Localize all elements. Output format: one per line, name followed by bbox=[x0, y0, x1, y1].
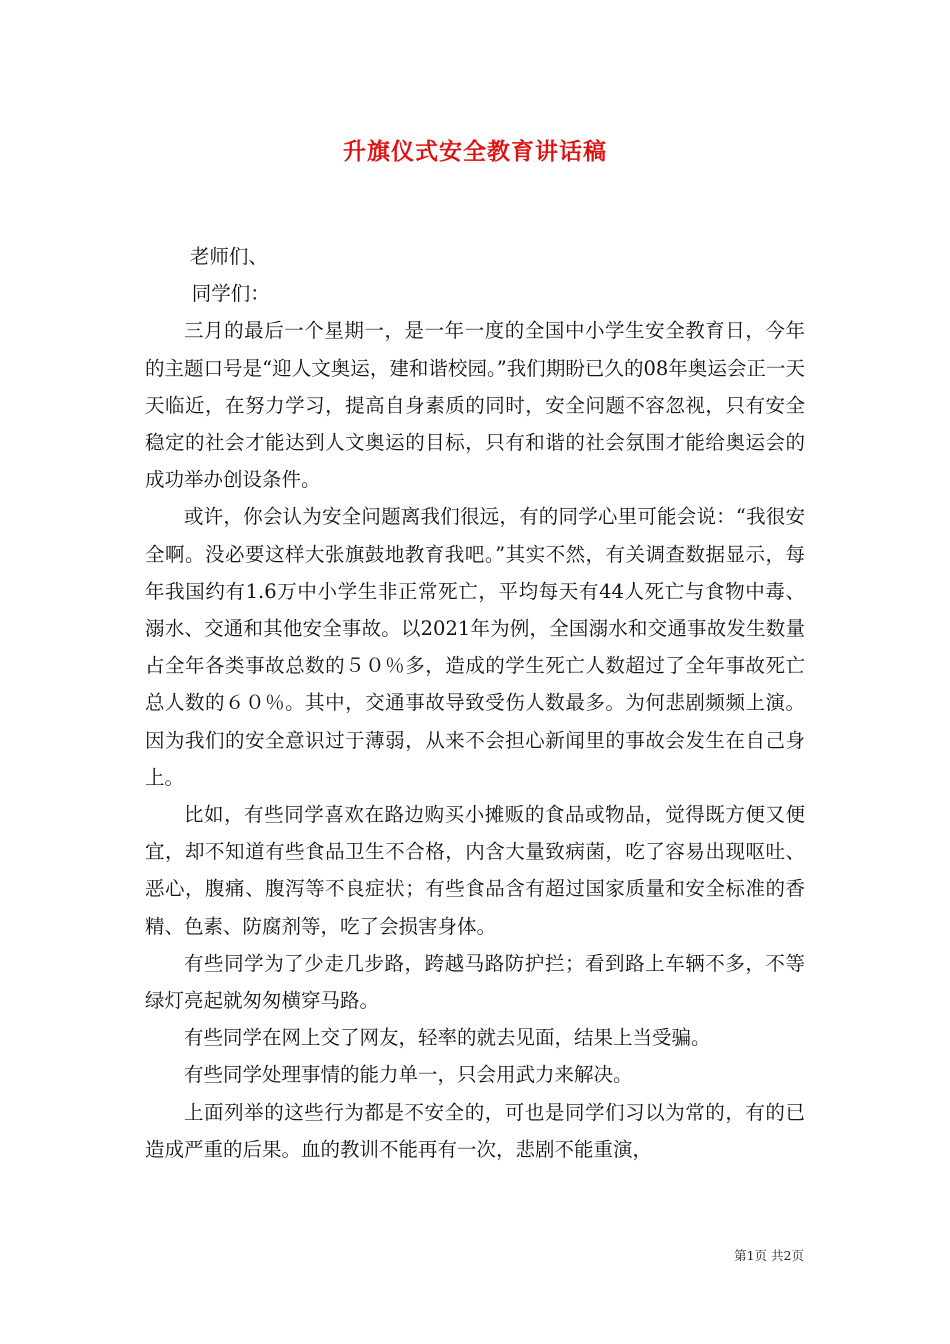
salutation-students: 同学们： bbox=[191, 282, 270, 306]
paragraph: 或许，你会认为安全问题离我们很远，有的同学心里可能会说：“我很安全啊。没必要这样大张旗鼓地教育我吧。”其实不然，有关调查数据显示，每年我国约有1.6万中小学生非正常死亡，平均每天有44人死亡与食物中毒、溺水、交通和其他安全事故。以2021年为例，全国溺水和交通事故发生数量占全年各类事故总数的５０％多，造成的学生死亡人数超过了全年事故死亡总人数的６０％。其中，交通事故导致受伤人数最多。为何悲剧频频上演。因为我们的安全意识过于薄弱，从来不会担心新闻里的事故会发生在自己身上。 bbox=[145, 505, 805, 789]
paragraph: 有些同学为了少走几步路，跨越马路防护拦；看到路上车辆不多，不等绿灯亮起就匆匆横穿马路。 bbox=[145, 951, 805, 1013]
paragraph: 上面列举的这些行为都是不安全的，可也是同学们习以为常的，有的已造成严重的后果。血的教训不能再有一次，悲剧不能重演， bbox=[145, 1100, 805, 1161]
document-body bbox=[145, 238, 805, 1168]
page-number-footer: 第1页 共2页 bbox=[734, 1248, 804, 1263]
paragraph: 有些同学处理事情的能力单一，只会用武力来解决。 bbox=[184, 1063, 633, 1087]
document-title: 升旗仪式安全教育讲话稿 bbox=[343, 139, 607, 165]
salutation-teachers: 老师们、 bbox=[189, 245, 268, 268]
paragraph: 三月的最后一个星期一，是一年一度的全国中小学生安全教育日，今年的主题口号是“迎人文奥运，建和谐校园。”我们期盼已久的08年奥运会正一天天临近，在努力学习，提高自身素质的同时，安全问题不容忽视，只有安全稳定的社会才能达到人文奥运的目标，只有和谐的社会氛围才能给奥运会的成功举办创设条件。 bbox=[145, 319, 805, 492]
paragraph: 比如，有些同学喜欢在路边购买小摊贩的食品或物品，觉得既方便又便宜，却不知道有些食品卫生不合格，内含大量致病菌，吃了容易出现呕吐、恶心，腹痛、腹泻等不良症状；有些食品含有超过国家质量和安全标准的香精、色素、防腐剂等，吃了会损害身体。 bbox=[145, 803, 805, 938]
paragraph: 有些同学在网上交了网友，轻率的就去见面，结果上当受骗。 bbox=[184, 1026, 711, 1050]
